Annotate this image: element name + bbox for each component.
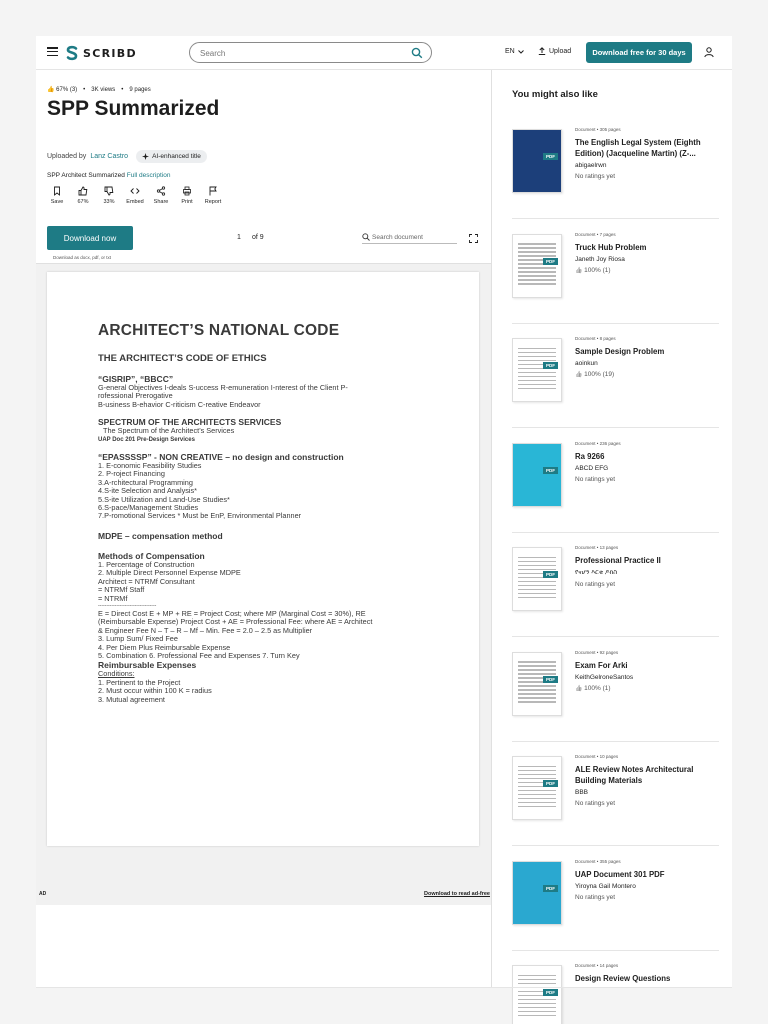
doc-line: 3. Mutual agreement <box>98 694 165 704</box>
document-thumbnail[interactable] <box>512 547 562 611</box>
recommendation-info <box>575 336 720 378</box>
section-heading: Reimbursable Expenses <box>98 660 197 671</box>
search-input[interactable] <box>200 46 400 60</box>
document-page <box>47 272 479 846</box>
download-now-button[interactable]: Download now <box>47 226 133 250</box>
doc-line: 4. Per Diem Plus Reimbursable Expense <box>98 642 231 652</box>
thumbs-up-icon: 👍 <box>575 685 585 692</box>
doc-line: UAP Doc 201 Pre-Design Services <box>98 436 195 443</box>
pages-stat: 9 pages <box>129 86 151 93</box>
document-thumbnail[interactable] <box>512 652 562 716</box>
recommendation-card[interactable] <box>512 220 719 324</box>
print-icon <box>182 186 192 196</box>
logo-text: SCRIBD <box>83 46 137 60</box>
recommendation-rating: No ratings yet <box>575 893 616 901</box>
recommendation-meta: Document • 7 pages <box>575 231 616 237</box>
download-free-button[interactable]: Download free for 30 days <box>586 42 692 63</box>
recommendation-rating: 👍 100% (19) <box>575 371 615 378</box>
share-button[interactable] <box>151 186 171 205</box>
doc-line: & Engineer Fee N – T – R – Mf – Min. Fee = 2.0 – 2.5 as Multiplier <box>98 625 313 635</box>
thumbs-up-icon: 👍 <box>575 372 585 378</box>
recommendation-card[interactable] <box>512 638 719 742</box>
bookmark-icon <box>52 186 62 196</box>
spacer <box>98 409 428 417</box>
pdf-badge: PDF <box>543 676 558 683</box>
sidebar-title: You might also like <box>512 89 598 100</box>
recommendation-rating: No ratings yet <box>575 173 616 180</box>
document-thumbnail[interactable] <box>512 861 562 925</box>
doc-line: 5.S-ite Utilization and Land-Use Studies* <box>98 494 230 504</box>
conditions-label: Conditions: <box>98 669 135 679</box>
section-heading: “EPASSSSP” - NON CREATIVE – no design and construction <box>98 452 344 463</box>
doc-stats <box>47 86 151 93</box>
chevron-down-icon <box>518 50 524 54</box>
recommendation-title[interactable]: ALE Review Notes Architectural Building Materials <box>575 765 694 785</box>
pdf-badge: PDF <box>543 885 558 892</box>
recommendation-author: KeithGelroneSantos <box>575 673 634 681</box>
section-heading: SPECTRUM OF THE ARCHITECTS SERVICES <box>98 417 282 428</box>
document-content <box>98 322 428 704</box>
section-heading: MDPE – compensation method <box>98 530 223 541</box>
recommendation-rating: No ratings yet <box>575 475 616 483</box>
recommendation-card[interactable] <box>512 533 719 637</box>
recommendation-rating: No ratings yet <box>575 581 616 588</box>
print-label: Print <box>181 199 193 205</box>
views-stat: 3K views <box>91 86 116 93</box>
recommendation-title[interactable]: The English Legal System (Eighth Edition) (Jacqueline Martin) (Z-... <box>575 138 701 158</box>
recommendation-info <box>575 859 720 901</box>
doc-divider-line: ----------------------------------- <box>98 602 157 609</box>
recommendation-title[interactable]: Exam For Arki <box>575 660 628 670</box>
download-formats-note: Download as docx, pdf, or txt <box>53 255 112 260</box>
recommendation-rating: 👍 100% (1) <box>575 684 611 692</box>
recommendation-title[interactable]: Sample Design Problem <box>575 347 665 356</box>
recommendation-title[interactable]: UAP Document 301 PDF <box>575 869 665 879</box>
doc-line: 2. Multiple Direct Personnel Expense MDPE <box>98 568 241 578</box>
recommendation-title[interactable]: Ra 9266 <box>575 451 605 461</box>
spacer <box>98 444 428 452</box>
page-navigator <box>232 234 264 241</box>
doc-line: E = Direct Cost E + MP + RE = Project Cost; where MP (Marginal Cost = 30%), RE <box>98 608 366 618</box>
recommendation-card[interactable] <box>512 847 719 951</box>
save-label: Save <box>50 199 64 205</box>
spacer <box>98 541 428 551</box>
recommendation-author: የናሆን እርቂ ዶክስ <box>575 569 618 576</box>
save-button[interactable] <box>47 186 67 205</box>
recommendation-rating: 👍 100% (1) <box>575 266 611 274</box>
language-label: EN <box>505 48 515 55</box>
recommendation-info <box>575 650 720 692</box>
uploader-row <box>47 150 207 163</box>
recommendation-info <box>575 545 720 588</box>
pdf-badge: PDF <box>543 989 558 996</box>
recommendation-title[interactable]: Truck Hub Problem <box>575 242 647 252</box>
dislike-button[interactable] <box>99 186 119 205</box>
print-button[interactable] <box>177 186 197 205</box>
thumbs-up-icon <box>78 186 88 196</box>
doc-line: rofessional Prerogative <box>98 391 173 401</box>
menu-icon[interactable] <box>47 47 58 56</box>
doc-line: 4.S-ite Selection and Analysis* <box>98 486 197 496</box>
recommendation-title[interactable]: Professional Practice II <box>575 556 661 565</box>
search-bar[interactable] <box>189 42 432 63</box>
recommendation-card[interactable] <box>512 324 719 428</box>
recommendation-info <box>575 963 720 988</box>
recommendation-meta: Document • 236 pages <box>575 440 621 446</box>
embed-label: Embed <box>126 199 144 205</box>
recommendation-author: abigaelrwn <box>575 162 607 169</box>
column-divider <box>491 70 492 988</box>
share-icon <box>156 186 166 196</box>
document-thumbnail[interactable] <box>512 965 562 1024</box>
flag-icon <box>208 186 218 196</box>
top-header <box>36 36 732 70</box>
report-label: Report <box>204 199 222 205</box>
rating-value: 67% (3) <box>56 87 78 93</box>
spacer <box>98 521 428 531</box>
description-text: SPP Architect Summarized <box>47 172 125 179</box>
document-viewer <box>36 263 492 905</box>
doc-line: 7.P-romotional Services * Must be EnP, Environmental Planner <box>98 511 302 521</box>
ai-badge-label: AI-enhanced title <box>152 153 201 160</box>
recommendation-meta: Document • 305 pages <box>575 127 621 132</box>
upload-icon <box>538 47 546 55</box>
code-icon <box>130 186 140 196</box>
full-description-link[interactable]: Full description <box>126 172 171 179</box>
recommendation-meta: Document • 92 pages <box>575 649 619 655</box>
doc-line: 6.S-pace/Management Studies <box>98 503 199 513</box>
document-thumbnail[interactable] <box>512 129 562 193</box>
action-bar <box>47 186 223 205</box>
like-label: 67% <box>77 199 89 205</box>
doc-line: 2. Must occur within 100 K = radius <box>98 686 212 696</box>
pdf-badge: PDF <box>543 467 558 474</box>
fullscreen-icon[interactable] <box>469 234 478 243</box>
recommendation-title[interactable]: Design Review Questions <box>575 974 671 983</box>
thumbs-up-icon: 👍 <box>575 267 585 274</box>
scribd-logo[interactable] <box>65 44 137 62</box>
document-search-placeholder: Search document <box>372 233 423 241</box>
recommendation-author: ABCD EFG <box>575 464 609 472</box>
recommendation-card[interactable] <box>512 429 719 533</box>
recommendation-rating: No ratings yet <box>575 800 616 807</box>
recommendation-meta: Document • 13 pages <box>575 545 619 550</box>
current-page-input[interactable]: 1 <box>237 234 241 241</box>
pdf-badge: PDF <box>543 258 558 265</box>
doc-line: B-usiness B-ehavior C-riticism C-reative Endeavor <box>98 399 261 409</box>
recommendation-info <box>575 441 720 483</box>
pdf-badge: PDF <box>543 153 558 160</box>
dot-separator: • <box>121 86 124 93</box>
share-label: Share <box>153 199 169 205</box>
pdf-badge: PDF <box>543 571 558 578</box>
recommendation-meta: Document • 14 pages <box>575 963 619 968</box>
recommendation-card[interactable] <box>512 115 719 219</box>
doc-line: (Reimbursable Expense) Project Cost + AE = Professional Fee: where AE = Architect <box>98 617 373 627</box>
embed-button[interactable] <box>125 186 145 205</box>
sparkle-icon <box>142 153 149 160</box>
document-thumbnail[interactable] <box>512 443 562 507</box>
page-total: of 9 <box>252 234 264 241</box>
recommendation-card[interactable] <box>512 742 719 846</box>
report-button[interactable] <box>203 186 223 205</box>
recommendation-author: Janeth Joy Riosa <box>575 255 625 263</box>
rating-stat: 👍 67% (3) <box>47 87 78 93</box>
dislike-label: 33% <box>103 199 115 205</box>
upload-button[interactable] <box>538 47 571 55</box>
doc-line: 3. Lump Sum/ Fixed Fee <box>98 634 178 644</box>
recommendation-info <box>575 754 720 807</box>
section-heading: “GISRIP”, “BBCC” <box>98 374 174 384</box>
document-thumbnail[interactable] <box>512 756 562 820</box>
doc-line: 3.A-rchitectural Programming <box>98 477 193 487</box>
recommendation-author: Yiroyna Gail Montero <box>575 882 636 890</box>
document-search[interactable] <box>362 233 457 244</box>
scribd-page <box>36 36 732 995</box>
doc-line: 1. Pertinent to the Project <box>98 677 181 687</box>
doc-line: = NTRMf <box>98 593 128 603</box>
doc-line: G-eneral Objectives I-deals S-uccess R-emuneration I-nterest of the Client P- <box>98 383 348 392</box>
dot-separator: • <box>83 86 86 93</box>
ai-badge[interactable] <box>136 150 207 163</box>
thumbs-down-icon <box>104 186 114 196</box>
description <box>47 172 170 179</box>
search-icon <box>362 233 370 241</box>
doc-subheading: THE ARCHITECT’S CODE OF ETHICS <box>98 353 267 364</box>
document-thumbnail[interactable] <box>512 234 562 298</box>
recommendation-info <box>575 127 720 180</box>
recommendation-meta: Document • 355 pages <box>575 858 621 864</box>
recommendation-meta: Document • 8 pages <box>575 336 616 341</box>
doc-line: 5. Combination 6. Professional Fee and Expenses 7. Turn Key <box>98 650 300 660</box>
doc-line: The Spectrum of the Architect’s Services <box>103 426 235 436</box>
doc-line: = NTRMf Staff <box>98 585 145 595</box>
doc-line: 1. Percentage of Construction <box>98 559 195 569</box>
user-icon[interactable] <box>703 46 715 58</box>
recommendation-info <box>575 232 720 274</box>
ad-label: AD <box>39 891 47 897</box>
doc-line: 1. E-conomic Feasibility Studies <box>98 461 202 471</box>
footer-divider <box>36 987 732 988</box>
recommendation-author: aoinkun <box>575 360 598 367</box>
language-selector[interactable] <box>505 48 524 55</box>
uploaded-by-label: Uploaded by <box>47 153 87 160</box>
search-icon[interactable] <box>411 47 423 59</box>
scribd-s-icon <box>65 45 79 61</box>
download-ad-free-link[interactable]: Download to read ad-free <box>423 891 490 897</box>
page-title: SPP Summarized <box>47 97 220 120</box>
document-thumbnail[interactable] <box>512 338 562 402</box>
pdf-badge: PDF <box>543 362 558 369</box>
upload-label: Upload <box>549 47 572 55</box>
pdf-badge: PDF <box>543 780 558 787</box>
like-button[interactable] <box>73 186 93 205</box>
section-heading: Methods of Compensation <box>98 550 205 561</box>
doc-line: 2. P-roject Financing <box>98 469 165 479</box>
recommendation-author: BBB <box>575 789 589 796</box>
doc-line: Architect = NTRMf Consultant <box>98 576 195 586</box>
recommendation-meta: Document • 10 pages <box>575 754 619 759</box>
uploader-link[interactable]: Lanz Castro <box>90 153 129 160</box>
doc-heading: ARCHITECT’S NATIONAL CODE <box>98 322 340 339</box>
